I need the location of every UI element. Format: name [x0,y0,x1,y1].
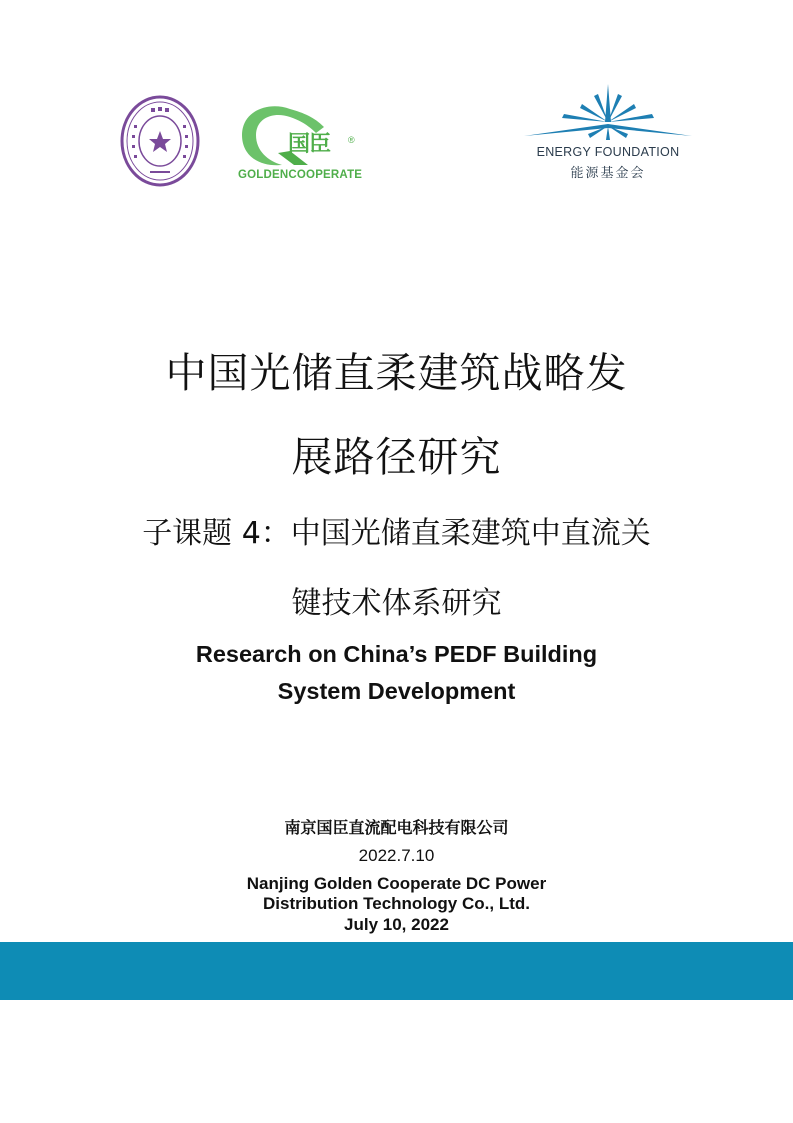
energy-foundation-logo [522,82,694,182]
publisher-en-name-line-1: Nanjing Golden Cooperate DC Power [246,874,547,893]
title-en-line-2: System Development [277,678,516,704]
registered-mark: ® [348,135,355,145]
subtitle-cn-line-1: 子课题 4：中国光储直柔建筑中直流关 [142,516,651,551]
tsinghua-logo [120,95,200,187]
golden-cooperate-cn-name: 国臣 [288,132,331,157]
publish-date-en: July 10, 2022 [344,915,449,934]
energy-foundation-cn-name: 能源基金会 [570,166,646,181]
tsinghua-seal-icon [120,95,200,187]
golden-cooperate-logo [238,103,366,185]
title-cn-line-1: 中国光储直柔建筑战略发 [165,349,628,397]
energy-foundation-en-name: ENERGY FOUNDATION [536,145,680,159]
publisher-en-name-line-2: Distribution Technology Co., Ltd. [263,894,530,913]
title-en-line-1: Research on China’s PEDF Building [195,641,598,667]
energy-foundation-starburst-icon [522,82,694,144]
footer-color-band [0,942,793,1000]
golden-cooperate-en-name: GOLDENCOOPERATE [238,169,363,181]
subtitle-cn-line-2: 键技术体系研究 [291,586,502,621]
title-cn-line-2: 展路径研究 [291,433,502,481]
publisher-cn-name: 南京国臣直流配电科技有限公司 [284,818,509,837]
publish-date-numeric: 2022.7.10 [358,846,435,865]
